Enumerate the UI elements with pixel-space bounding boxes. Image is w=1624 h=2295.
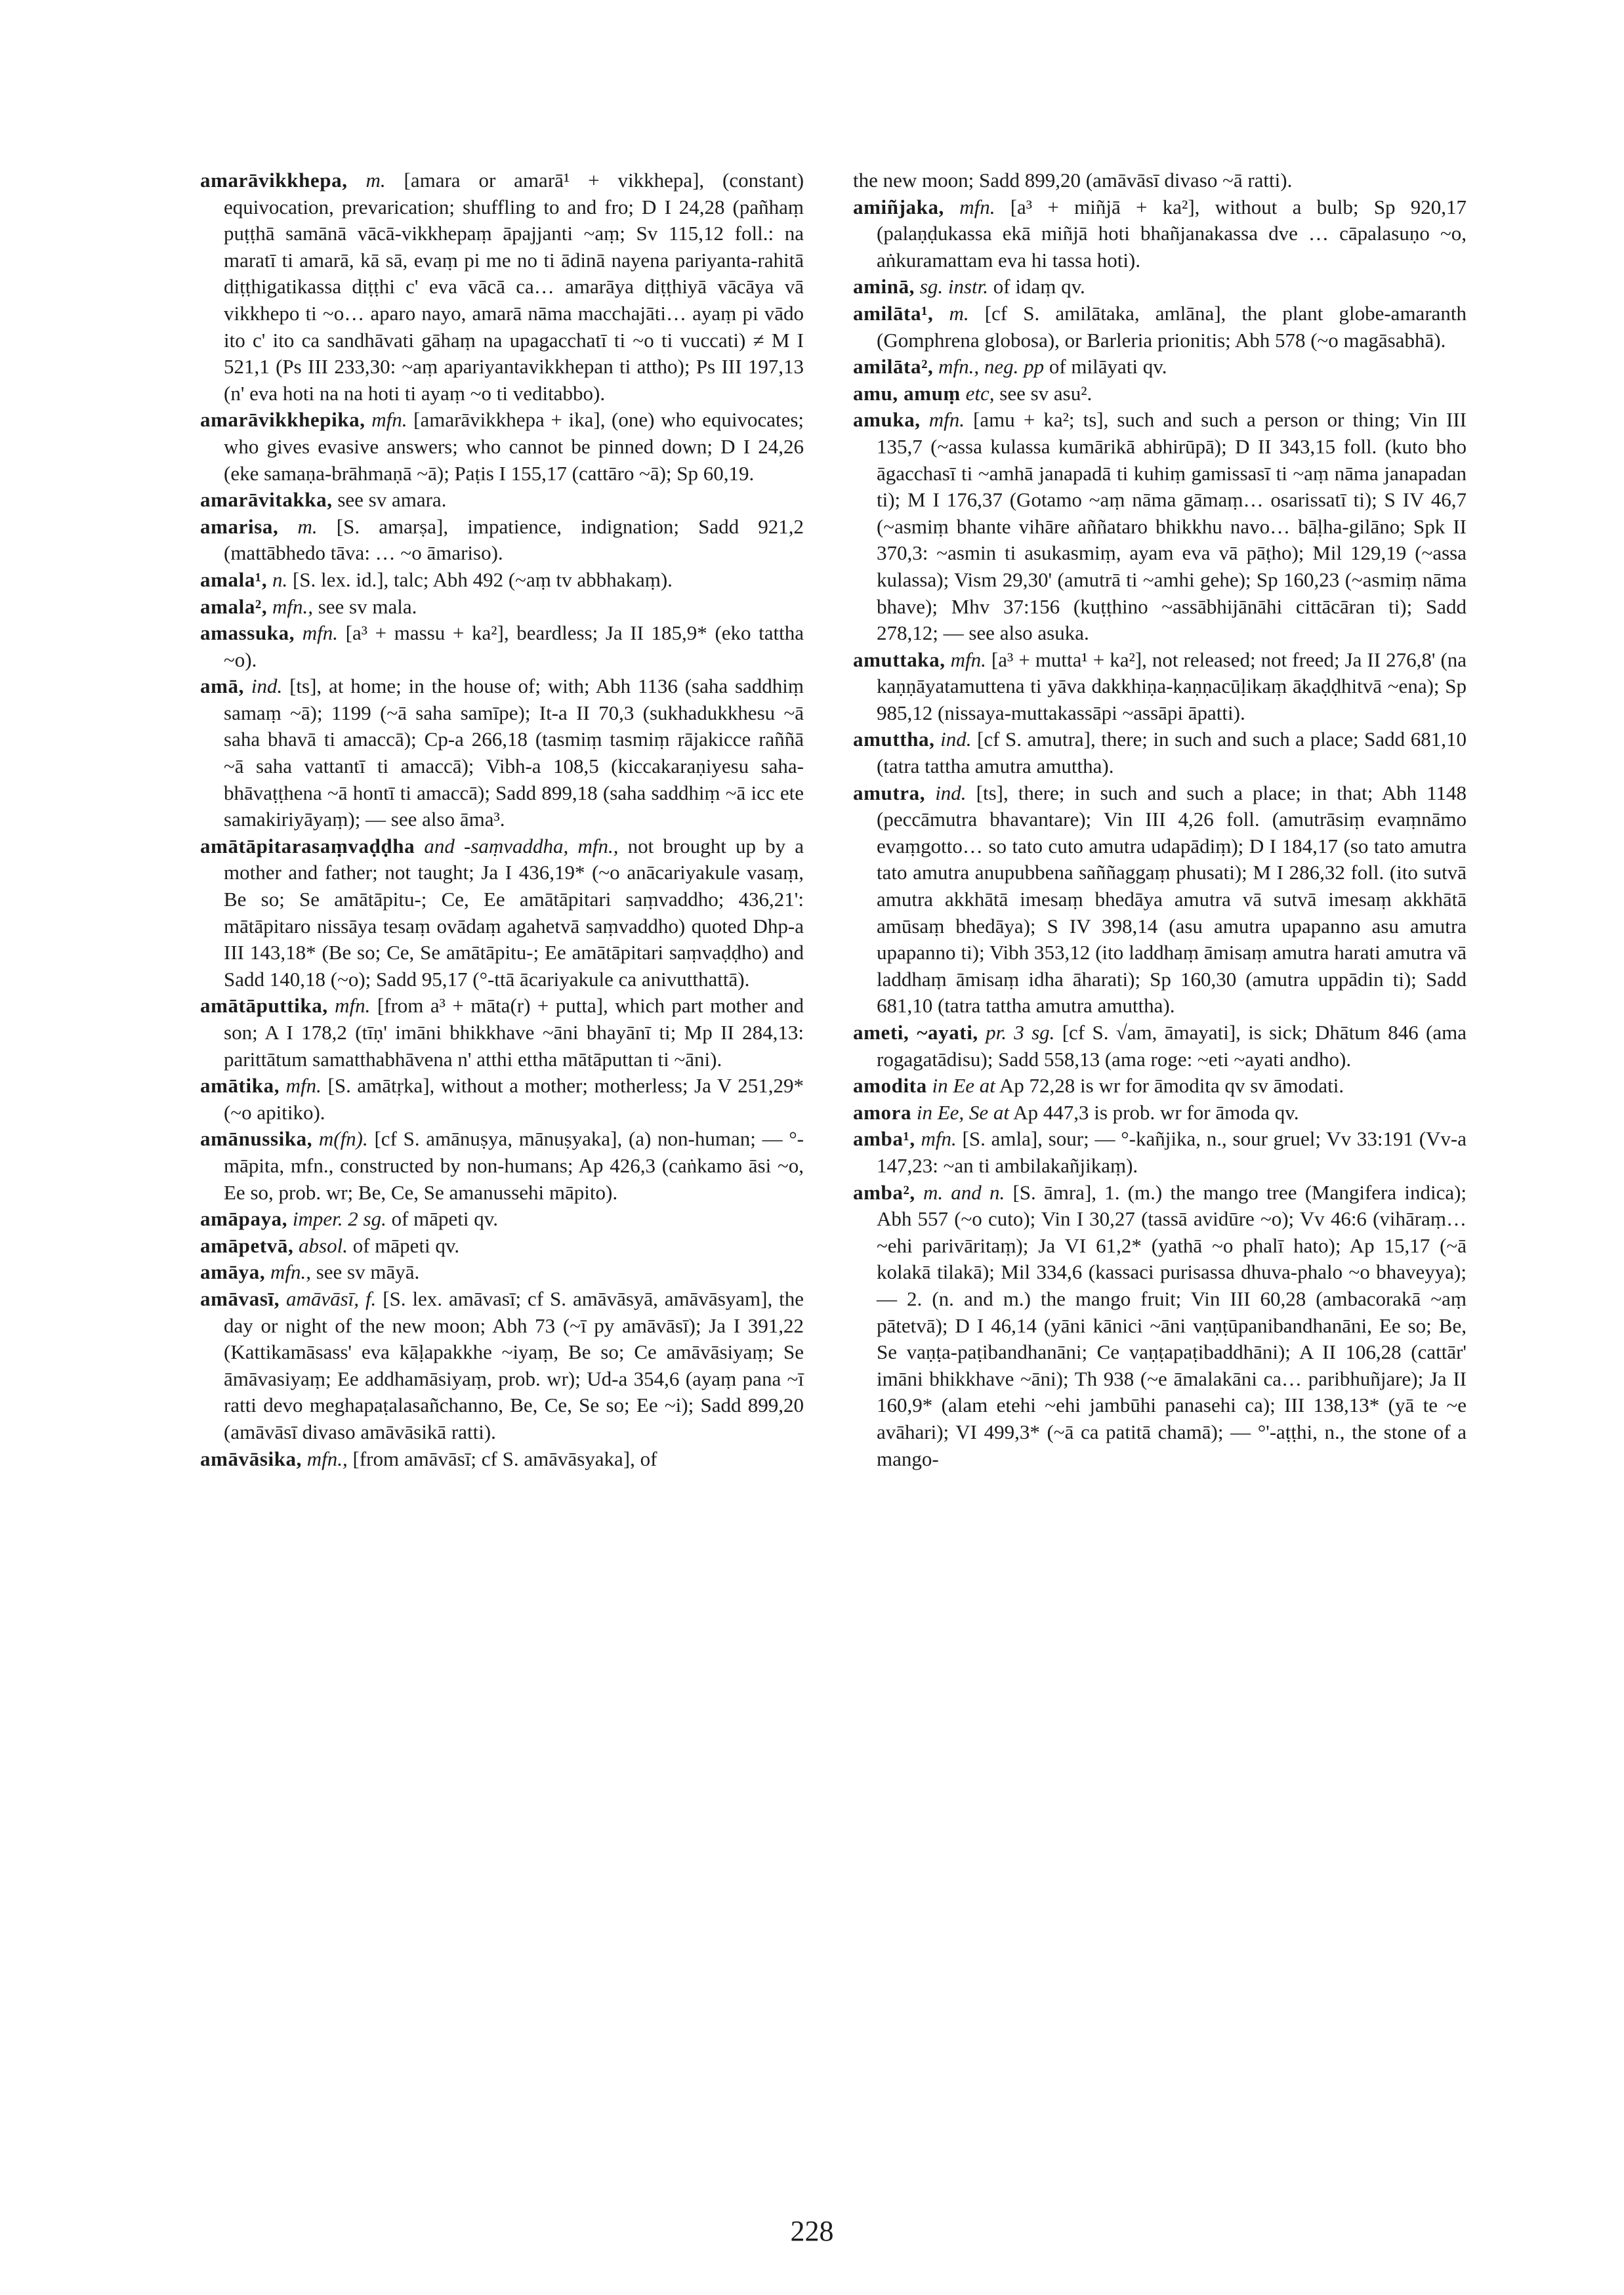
dictionary-entry <box>853 1126 1467 1179</box>
entry-grammar: mfn. <box>285 1074 322 1098</box>
entry-definition: [S. amātṛka], without a mother; motherless; Ja V 251,29* (~o apitiko). <box>224 1074 804 1124</box>
dictionary-entry <box>853 300 1467 354</box>
entry-grammar: ind. <box>940 728 972 751</box>
entry-definition: see sv mala. <box>318 594 417 618</box>
entry-headword: amāvasī, <box>200 1287 280 1310</box>
dictionary-entry <box>200 407 804 487</box>
entry-definition: [amara or amarā¹ + vikkhepa], (constant) equivocation, prevarication; shuffling to and fro; D I 24,28 (pañhaṃ puṭṭhā samānā vācā-vikkhepaṃ āpajjanti ~aṃ; Sv 115,12 foll.: na maratī ti amarā, kā sā, evaṃ pi me no ti ādinā nayena pariyanta-rahitā diṭṭhigatikassa diṭṭhi c' eva vācā ca… amarāya diṭṭhiyā vācāya vā vikkhepo ti ~o… aparo nayo, amarā nāma macchajāti… ayaṃ pi vādo ito c' ito ca sandhāvati gāhaṃ na upagacchatī ti ~o ti vuccati) ≠ M I 521,1 (Ps III 233,30: ~aṃ apariyantavikkhepan ti attho); Ps III 197,13 (n' eva hoti na na hoti ti ayaṃ ~o ti veditabbo). <box>224 169 804 405</box>
dictionary-entry <box>200 1206 804 1233</box>
entry-grammar: m. <box>949 301 969 325</box>
entry-headword: amātāputtika, <box>200 994 328 1018</box>
entry-headword: amba², <box>853 1180 915 1204</box>
dictionary-entry <box>200 594 804 621</box>
entry-headword: amala¹, <box>200 568 268 591</box>
entry-definition: [S. lex. id.], talc; Abh 492 (~aṃ tv abbhakaṃ). <box>292 568 673 591</box>
dictionary-entry <box>200 1259 804 1286</box>
entry-grammar: mfn., <box>270 1260 311 1284</box>
entry-definition: Ap 447,3 is prob. wr for āmoda qv. <box>1013 1100 1299 1124</box>
dictionary-entry <box>853 1020 1467 1073</box>
entry-grammar: ind. <box>935 781 967 804</box>
dictionary-entry <box>200 833 804 993</box>
entry-definition: [cf S. √am, āmayati], is sick; Dhātum 846 (ama rogagatādisu); Sadd 558,13 (ama roge: ~eti ~ayati andho). <box>877 1021 1467 1071</box>
entry-grammar: mfn., neg. pp <box>938 355 1045 379</box>
dictionary-entry <box>853 647 1467 727</box>
dictionary-entry <box>853 194 1467 274</box>
entry-definition: not brought up by a mother and father; not taught; Ja I 436,19* (~o anācariyakule vasaṃ, Be so; Se amātāpitu-; Ce, Ee amātāpitari saṃvaddho; 436,21': mātāpitaro nissāya tesaṃ ovādaṃ agahetvā saṃvaddho) quoted Dhp-a III 143,18* (Be so; Ce, Se amātāpitu-; Ee amātāpitari saṃvaḍḍho) and Sadd 140,18 (~o); Sadd 95,17 (°-ttā ācariyakule ca anivutthattā). <box>224 834 804 991</box>
entry-definition: [cf S. amānuṣya, mānuṣyaka], (a) non-human; — °-māpita, mfn., constructed by non-humans; Ap 426,3 (caṅkamo āsi ~o, Ee so, prob. wr; Be, Ce, Se amanussehi māpito). <box>224 1127 804 1204</box>
dictionary-entry <box>853 780 1467 1020</box>
entry-grammar: m. and n. <box>923 1180 1005 1204</box>
entry-grammar: m. <box>297 514 318 538</box>
entry-grammar: mfn. <box>921 1127 957 1151</box>
entry-definition: of māpeti qv. <box>352 1233 460 1257</box>
entry-grammar: n. <box>272 568 288 591</box>
entry-definition: [S. āmra], 1. (m.) the mango tree (Mangifera indica); Abh 557 (~o cuto); Vin I 30,27 (tassā avidūre ~o); Vv 46:6 (vihāraṃ… ~ehi parivāritaṃ); Ja VI 61,2* (yathā ~o phalī hato); Ap 15,17 (~ā kolakā tilakā); Mil 334,6 (kassaci purisassa dhuva-phalo ~o bhaveyya); — 2. (n. and m.) the mango fruit; Vin III 60,28 (ambacorakā ~aṃ pātetvā); D I 46,14 (yāni kānici ~āni vaṇṭūpanibandhanāni, Ee so; Be, Se vaṇṭa-paṭibandhanāni; Ce vaṇṭapaṭibaddhāni); A II 106,28 (cattār' imāni bhikkhave ~āni); Th 938 (~e āmalakāni ca… paribhuñjare); Ja II 160,9* (alam etehi ~ehi jambūhi panasehi ca); III 138,13* (yā te ~e avāhari); VI 499,3* (~ā ca patitā chamā); — °'-aṭṭhi, n., the stone of a mango- <box>877 1180 1467 1470</box>
entry-definition: [amu + ka²; ts], such and such a person or thing; Vin III 135,7 (~assa kulassa kumārikā abhirūpā); D II 343,15 foll. (kuto bho āgacchasī ti ~amhā janapadā ti kuhiṃ gamissasī ti ~aṃ nāma janapadan ti); M I 176,37 (Gotamo ~aṃ nāma gāmaṃ… osarissatī ti); S IV 46,7 (~asmiṃ bhante vihāre aññataro bhikkhu navo… bāḷha-gilāno; Spk II 370,3: ~asmin ti asukasmiṃ, ayam eva vā pāṭho); Mil 129,19 (~assa kulassa); Vism 29,30' (amutrā ti ~amhi gehe); Sp 160,23 (~asmiṃ nāma bhave); Mhv 37:156 (kuṭṭhino ~assābhijānāhi cittācāran ti); Sadd 278,12; — see also asuka. <box>877 408 1467 645</box>
entry-definition: of milāyati qv. <box>1049 355 1167 379</box>
entry-headword: amilāta², <box>853 355 934 379</box>
entry-headword: aminā, <box>853 275 915 299</box>
entry-headword: amala², <box>200 594 268 618</box>
entry-headword: amāpaya, <box>200 1207 288 1231</box>
dictionary-entry <box>200 1073 804 1126</box>
entry-grammar: amāvāsī, f. <box>285 1287 377 1310</box>
entry-headword: ameti, ~ayati, <box>853 1021 978 1044</box>
entry-headword: amodita <box>853 1074 927 1098</box>
entry-grammar: mfn., <box>306 1447 348 1470</box>
entry-definition: [S. amla], sour; — °-kañjika, n., sour gruel; Vv 33:191 (Vv-a 147,23: ~an ti ambilakañjikaṃ). <box>877 1127 1467 1177</box>
entry-definition: [cf S. amutra], there; in such and such a place; Sadd 681,10 (tatra tattha amutra amuttha). <box>877 728 1467 778</box>
dictionary-entry <box>200 1286 804 1446</box>
entry-headword: amilāta¹, <box>853 301 934 325</box>
entry-headword: amuka, <box>853 408 921 432</box>
entry-headword: amarāvikkhepika, <box>200 408 365 432</box>
entry-headword: amā, <box>200 674 244 698</box>
dictionary-entry <box>200 620 804 673</box>
dictionary-entry <box>853 1073 1467 1100</box>
dictionary-entry <box>853 1100 1467 1127</box>
page-number: 228 <box>790 2215 834 2247</box>
entry-headword: amassuka, <box>200 621 295 645</box>
entry-grammar: mfn. <box>928 408 965 432</box>
entry-grammar: ind. <box>251 674 283 698</box>
entry-definition: [cf S. amilātaka, amlāna], the plant globe-amaranth (Gomphrena globosa), or Barleria prionitis; Abh 578 (~o magāsabhā). <box>877 301 1467 352</box>
entry-grammar: mfn. <box>959 195 995 218</box>
entry-definition: Ap 72,28 is wr for āmodita qv sv āmodati. <box>999 1074 1344 1098</box>
entry-grammar: mfn., <box>272 594 313 618</box>
entry-headword: amba¹, <box>853 1127 915 1151</box>
entry-definition: [a³ + massu + ka²], beardless; Ja II 185,9* (eko tattha ~o). <box>224 621 804 671</box>
dictionary-entry <box>853 381 1467 407</box>
entry-headword: amānussika, <box>200 1127 313 1151</box>
entry-definition: [a³ + mutta¹ + ka²], not released; not freed; Ja II 276,8' (na kaṇṇāyatamuttena ti yāva dakkhiṇa-kaṇṇacūḷikaṃ ākaḍḍhitvā ~ena); Sp 985,12 (nissaya-muttakassāpi ~assāpi āpatti). <box>877 648 1467 724</box>
left-column <box>200 167 804 1472</box>
dictionary-entry <box>200 1446 804 1473</box>
entry-grammar: sg. instr. <box>919 275 989 299</box>
entry-definition: [S. amarṣa], impatience, indignation; Sadd 921,2 (mattābhedo tāva: … ~o āmariso). <box>224 514 804 565</box>
entry-grammar: mfn. <box>335 994 371 1018</box>
entry-definition: of idaṃ qv. <box>993 275 1085 299</box>
dictionary-entry <box>200 993 804 1073</box>
entry-headword: amiñjaka, <box>853 195 944 218</box>
entry-headword: amāvāsika, <box>200 1447 302 1470</box>
entry-definition: [S. lex. amāvasī; cf S. amāvāsyā, amāvāsyam], the day or night of the new moon; Abh 73 (~ī py amāvāsī); Ja I 391,22 (Kattikamāsass' eva kāḷapakkhe ~iyaṃ, Be so; Ce amāvāsiyaṃ; Se āmāvasiyaṃ; Ee addhamāsiyaṃ, prob. wr); Ud-a 354,6 (ayaṃ pana ~ī ratti devo meghapaṭalasañchanno, Be, Ce, Se so; Ee ~i); Sadd 899,20 (amāvāsī divaso amāvāsikā ratti). <box>224 1287 804 1443</box>
dictionary-entry <box>853 167 1467 194</box>
entry-definition: see sv asu². <box>999 381 1093 405</box>
entry-headword: amu, amuṃ <box>853 381 961 405</box>
dictionary-entry <box>200 673 804 833</box>
dictionary-entry <box>200 567 804 594</box>
right-column <box>853 167 1467 1472</box>
entry-grammar: pr. 3 sg. <box>986 1021 1055 1044</box>
entry-grammar: absol. <box>299 1233 348 1257</box>
entry-grammar: in Ee, Se at <box>916 1100 1010 1124</box>
entry-definition: see sv amara. <box>337 488 447 512</box>
entry-headword: amuttaka, <box>853 648 946 671</box>
dictionary-entry <box>853 354 1467 381</box>
entry-grammar: etc, <box>965 381 995 405</box>
dictionary-entry <box>200 1126 804 1206</box>
entry-definition: [from amāvāsī; cf S. amāvāsyaka], of <box>352 1447 657 1470</box>
dictionary-entry <box>853 1180 1467 1473</box>
dictionary-entry <box>200 487 804 514</box>
dictionary-entry <box>200 167 804 407</box>
entry-grammar: m(fn). <box>318 1127 368 1151</box>
entry-definition: the new moon; Sadd 899,20 (amāvāsī divaso ~ā ratti). <box>853 169 1293 192</box>
entry-grammar: mfn. <box>302 621 338 645</box>
entry-grammar: m. <box>365 169 386 192</box>
entry-grammar: imper. 2 sg. <box>292 1207 386 1231</box>
entry-headword: amātika, <box>200 1074 280 1098</box>
entry-grammar: in Ee at <box>932 1074 995 1098</box>
entry-definition: [ts], there; in such and such a place; in that; Abh 1148 (peccāmutra bhavantare); Vin III 4,26 foll. (amutrāsiṃ evaṃnāmo evaṃgotto… so tato cuto amutra udapādiṃ); D I 184,17 (so tato amutra tato amutra anupubbena saññaggaṃ phusati); M I 286,32 foll. (ito sutvā amutra akkhātā imesaṃ bhedāya amutra vā sutvā imesaṃ akkhātā amūsaṃ bhedāya); S IV 398,14 (asu amutra upapanno asu amutra upapanno ti); Vibh 353,12 (ito laddhaṃ āmisaṃ amutra harati amutra vā laddhaṃ āmisaṃ idha āharati); Sp 160,30 (amutra uppādin ti); Sadd 681,10 (tatra tattha amutra amuttha). <box>877 781 1467 1018</box>
entry-grammar: mfn. <box>950 648 986 671</box>
dictionary-entry <box>853 726 1467 779</box>
dictionary-entry <box>853 407 1467 646</box>
entry-definition: [ts], at home; in the house of; with; Abh 1136 (saha saddhiṃ samaṃ ~ā); 1199 (~ā saha samīpe); It-a II 70,3 (sukhadukkhesu ~ā saha bhavā ti amaccā); Cp-a 266,18 (tasmiṃ tasmiṃ rājakicce raññā ~ā saha vattantī ti amaccā); Vibh-a 108,5 (kiccakaraṇiyesu saha-bhāvaṭṭhena ~ā hontī ti amaccā); Sadd 899,18 (saha saddhiṃ ~ā icc ete samakiriyāyaṃ); — see also āma³. <box>224 674 804 831</box>
entry-headword: amarisa, <box>200 514 279 538</box>
entry-headword: amāya, <box>200 1260 266 1284</box>
entry-grammar: and -saṃvaddha, mfn., <box>424 834 619 858</box>
entry-definition: [from a³ + māta(r) + putta], which part mother and son; A I 178,2 (tīṇ' imāni bhikkhave ~āni bhayānī ti; Mp II 284,13: parittātum samatthabhāvena n' atthi ettha mātāputtan ti ~āni). <box>224 994 804 1071</box>
entry-headword: amuttha, <box>853 728 935 751</box>
entry-definition: [a³ + miñjā + ka²], without a bulb; Sp 920,17 (palaṇḍukassa ekā miñjā hoti bhañjanakassa dve … cāpalasuṇo ~o, aṅkuramattam eva hi tassa hoti). <box>877 195 1467 272</box>
entry-headword: amāpetvā, <box>200 1233 294 1257</box>
dictionary-entry <box>853 274 1467 300</box>
dictionary-entry <box>200 514 804 567</box>
entry-headword: amarāvikkhepa, <box>200 169 348 192</box>
entry-headword: amātāpitarasaṃvaḍḍha <box>200 834 415 858</box>
entry-headword: amutra, <box>853 781 926 804</box>
dictionary-entry <box>200 1233 804 1260</box>
entry-definition: of māpeti qv. <box>391 1207 498 1231</box>
entry-grammar: mfn. <box>371 408 407 432</box>
entry-definition: see sv māyā. <box>316 1260 420 1284</box>
entry-headword: amarāvitakka, <box>200 488 333 512</box>
entry-definition: [amarāvikkhepa + ika], (one) who equivocates; who gives evasive answers; who cannot be pinned down; D I 24,26 (eke samaṇa-brāhmaṇā ~ā); Paṭis I 155,17 (cattāro ~ā); Sp 60,19. <box>224 408 804 485</box>
entry-headword: amora <box>853 1100 912 1124</box>
